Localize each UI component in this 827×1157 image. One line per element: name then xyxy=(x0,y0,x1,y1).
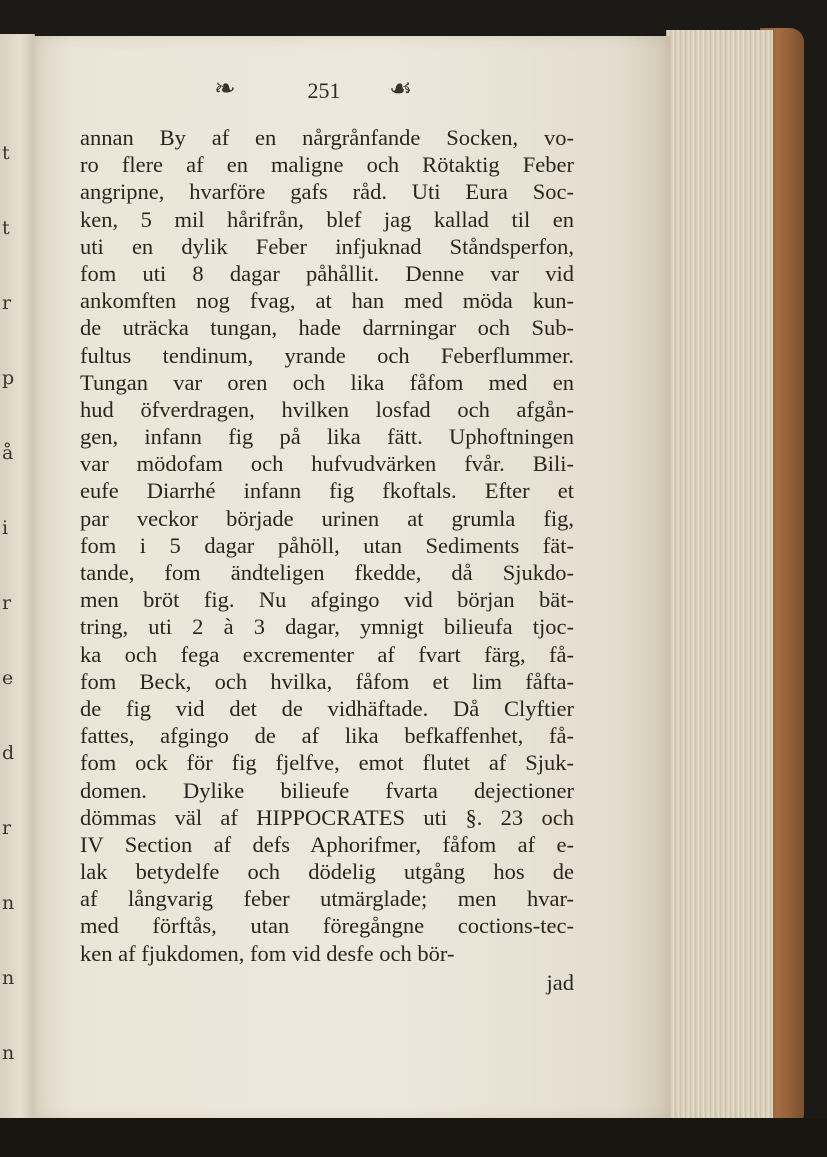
text-line: lak betydelfe och dödelig utgång hos de xyxy=(80,859,574,885)
text-line: ken, 5 mil hårifrån, blef jag kallad til en xyxy=(80,206,574,232)
text-line: tring, uti 2 à 3 dagar, ymnigt bilieufa tjoc- xyxy=(80,614,574,640)
previous-page-fragment: r xyxy=(2,592,12,614)
page-header xyxy=(34,72,670,112)
text-line: Tungan var oren och lika fåfom med en xyxy=(80,369,574,395)
ornament-right-icon: ☙ xyxy=(389,74,413,104)
text-line: men bröt fig. Nu afgingo vid början bät- xyxy=(80,587,574,613)
previous-page-fragment: r xyxy=(2,817,12,839)
text-line: ka och fega excrementer af fvart färg, få- xyxy=(80,641,574,667)
previous-page-fragment: t xyxy=(2,217,10,239)
previous-page-edge xyxy=(0,34,35,1124)
previous-page-fragment: n xyxy=(2,967,15,989)
text-line: ken af fjukdomen, fom vid desfe och bör- xyxy=(80,940,455,966)
text-line: angripne, hvarföre gafs råd. Uti Eura Soc- xyxy=(80,179,574,205)
text-line: dömmas väl af HIPPOCRATES uti §. 23 och xyxy=(80,804,574,830)
text-line: var mödofam och hufvudvärken fvår. Bili- xyxy=(80,451,574,477)
previous-page-fragment: n xyxy=(2,1042,15,1064)
background-shadow xyxy=(0,1118,827,1157)
text-line: ankomften nog fvag, at han med möda kun- xyxy=(80,288,574,314)
text-line: med förftås, utan föregångne coctions-tec- xyxy=(80,913,574,939)
text-line: uti en dylik Feber infjuknad Ståndsperfon, xyxy=(80,233,574,259)
previous-page-fragment: i xyxy=(2,517,9,539)
text-line: par veckor började urinen at grumla fig, xyxy=(80,505,574,531)
text-line: de uträcka tungan, hade darrningar och Sub- xyxy=(80,315,574,341)
text-line: fom Beck, och hvilka, fåfom et lim fåfta- xyxy=(80,668,574,694)
previous-page-fragment: r xyxy=(2,292,12,314)
text-line: tande, fom ändteligen fkedde, då Sjukdo- xyxy=(80,560,574,585)
ornament-left-icon: ❧ xyxy=(214,74,236,104)
text-line: eufe Diarrhé infann fig fkoftals. Efter et xyxy=(80,478,574,504)
previous-page-fragment: p xyxy=(2,367,15,389)
text-line: fultus tendinum, yrande och Feberflummer. xyxy=(80,342,574,368)
text-line: de fig vid det de vidhäftade. Då Clyftier xyxy=(80,695,574,721)
text-line: fom uti 8 dagar påhållit. Denne var vid xyxy=(80,260,574,286)
text-line: fom i 5 dagar påhöll, utan Sediments fät- xyxy=(80,532,574,558)
body-text xyxy=(80,124,574,967)
previous-page-fragment: t xyxy=(2,142,10,164)
text-line: domen. Dylike bilieufe fvarta dejectioner xyxy=(80,777,574,803)
page-edges xyxy=(666,30,773,1124)
text-line: fom ock för fig fjelfve, emot flutet af Sjuk- xyxy=(80,750,574,776)
previous-page-fragment: d xyxy=(2,742,15,764)
text-line: gen, infann fig på lika fätt. Uphoftningen xyxy=(80,424,574,450)
text-line: ro flere af en maligne och Rötaktig Feber xyxy=(80,152,574,178)
text-line: af långvarig feber utmärglade; men hvar- xyxy=(80,886,574,912)
previous-page-fragment: e xyxy=(2,667,14,689)
page-number: 251 xyxy=(307,78,341,103)
previous-page-fragment: å xyxy=(2,442,14,464)
catchword: jad xyxy=(546,970,574,995)
text-line: fattes, afgingo de af lika befkaffenhet, få- xyxy=(80,723,574,749)
text-line: IV Section af defs Aphorifmer, fåfom af e- xyxy=(80,831,574,857)
previous-page-fragment: n xyxy=(2,892,15,914)
text-line: hud öfverdragen, hvilken losfad och afgån- xyxy=(80,396,574,422)
text-line: annan By af en nårgrånfande Socken, vo- xyxy=(80,125,574,150)
